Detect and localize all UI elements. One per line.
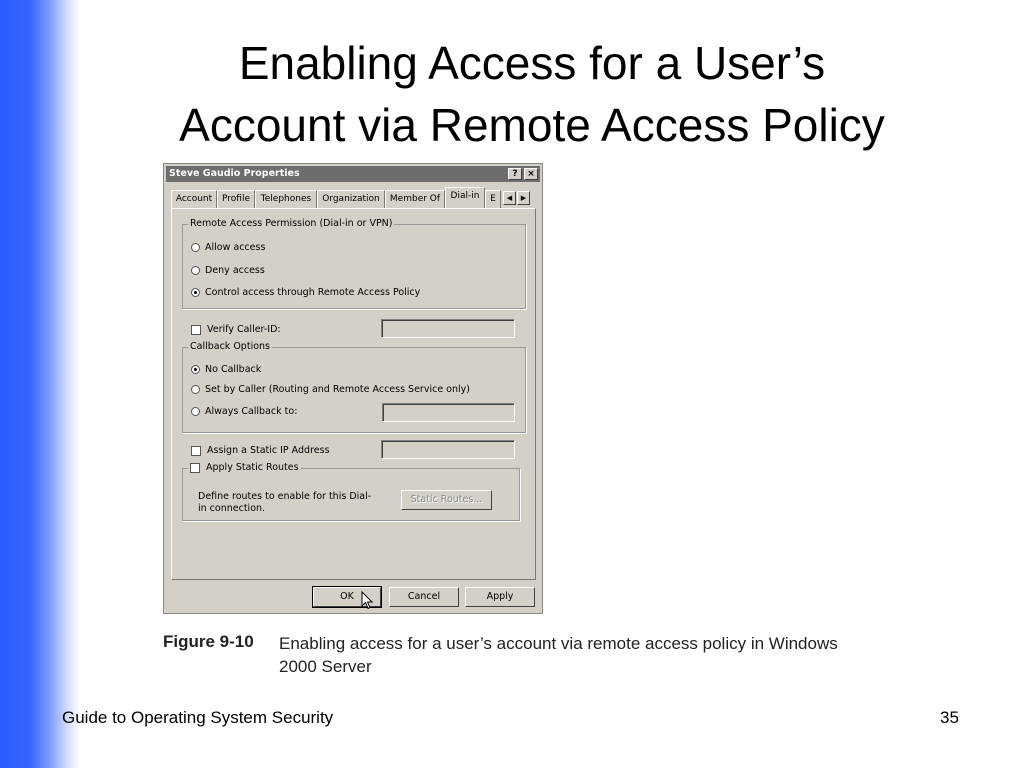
- tab-telephones[interactable]: Telephones: [255, 190, 317, 208]
- tab-dial-in[interactable]: Dial-in: [445, 187, 485, 208]
- radio-circle-selected[interactable]: [191, 288, 200, 297]
- apply-button[interactable]: Apply: [465, 587, 535, 607]
- radio-circle-selected[interactable]: [191, 365, 200, 374]
- control-access-policy-radio[interactable]: [191, 287, 420, 298]
- ok-button[interactable]: OK: [313, 587, 381, 607]
- deny-access-label: Deny access: [205, 265, 265, 276]
- help-icon[interactable]: ?: [508, 168, 522, 180]
- always-callback-radio[interactable]: [191, 406, 297, 417]
- static-ip-field[interactable]: [381, 440, 515, 459]
- static-routes-checkbox[interactable]: [188, 462, 301, 473]
- figure-caption-text: Enabling access for a user’s account via remote access policy in Windows 2000 Server: [279, 634, 838, 676]
- callback-options-group: [182, 341, 526, 433]
- properties-dialog: [163, 163, 543, 614]
- verify-caller-id-field[interactable]: [381, 319, 515, 338]
- static-routes-description: Define routes to enable for this Dial-in connection.: [198, 491, 372, 514]
- callback-number-field[interactable]: [382, 403, 515, 422]
- close-icon[interactable]: ×: [524, 168, 538, 180]
- footer-course-title: Guide to Operating System Security: [62, 708, 334, 727]
- checkbox-box[interactable]: [191, 446, 201, 456]
- allow-access-label: Allow access: [205, 242, 266, 253]
- no-callback-radio[interactable]: [191, 364, 261, 375]
- tab-member-of[interactable]: Member Of: [385, 190, 445, 208]
- slide-number: 35: [940, 708, 959, 727]
- dialog-titlebar: [166, 166, 540, 182]
- mouse-pointer-icon: [361, 591, 375, 611]
- tab-account[interactable]: Account: [171, 190, 217, 208]
- slide-title: [40, 32, 1024, 156]
- checkbox-box[interactable]: [191, 325, 201, 335]
- verify-caller-id-label: Verify Caller-ID:: [207, 324, 281, 335]
- tab-environment[interactable]: E: [485, 190, 501, 208]
- tab-scroll-right-icon[interactable]: ▶: [517, 191, 530, 205]
- slide-title-line-1: Enabling Access for a User’s: [238, 37, 826, 89]
- no-callback-label: No Callback: [205, 364, 262, 375]
- control-access-policy-label: Control access through Remote Access Policy: [205, 287, 421, 298]
- slide-title-line-2: Account via Remote Access Policy: [179, 99, 885, 151]
- cancel-button[interactable]: Cancel: [389, 587, 459, 607]
- checkbox-box[interactable]: [190, 463, 200, 473]
- tab-organization[interactable]: Organization: [317, 190, 385, 208]
- static-routes-button[interactable]: Static Routes...: [401, 490, 492, 510]
- static-ip-label: Assign a Static IP Address: [207, 445, 330, 456]
- radio-circle[interactable]: [191, 243, 200, 252]
- dialog-title: Steve Gaudio Properties: [169, 168, 300, 179]
- radio-circle[interactable]: [191, 407, 200, 416]
- deny-access-radio[interactable]: [191, 265, 265, 276]
- figure-label: Figure 9-10: [163, 632, 254, 651]
- tab-scroll-left-icon[interactable]: ◀: [503, 191, 516, 205]
- remote-access-group: [182, 218, 526, 309]
- static-ip-checkbox[interactable]: [191, 445, 330, 456]
- dial-in-panel: [171, 208, 536, 580]
- always-callback-label: Always Callback to:: [205, 406, 298, 417]
- remote-access-group-label: Remote Access Permission (Dial-in or VPN): [190, 218, 393, 229]
- callback-options-group-label: Callback Options: [190, 341, 270, 352]
- tab-profile[interactable]: Profile: [217, 190, 255, 208]
- radio-circle[interactable]: [191, 385, 200, 394]
- static-routes-label: Apply Static Routes: [206, 462, 299, 473]
- set-by-caller-label: Set by Caller (Routing and Remote Access Service only): [205, 384, 470, 395]
- allow-access-radio[interactable]: [191, 242, 265, 253]
- verify-caller-id-checkbox[interactable]: [191, 324, 281, 335]
- radio-circle[interactable]: [191, 266, 200, 275]
- set-by-caller-radio[interactable]: [191, 384, 470, 395]
